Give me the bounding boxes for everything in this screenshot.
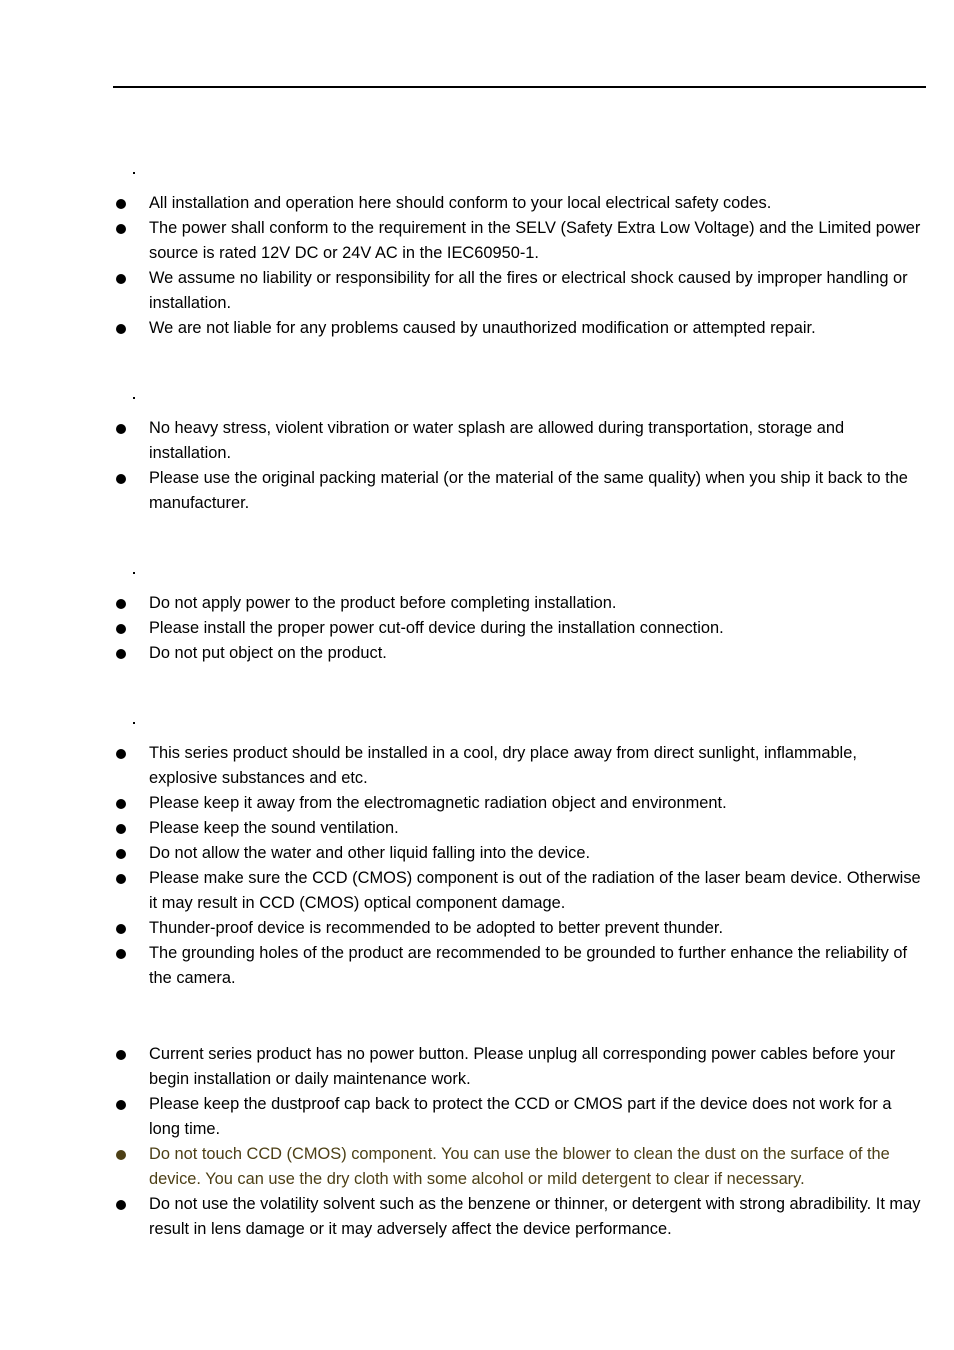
bullet-icon bbox=[116, 1150, 126, 1160]
bullet-icon bbox=[116, 1050, 126, 1060]
bullet-icon bbox=[116, 199, 126, 209]
section-4-list bbox=[0, 741, 954, 991]
bullet-icon bbox=[116, 649, 126, 659]
bullet-icon bbox=[116, 874, 126, 884]
bullet-icon bbox=[116, 324, 126, 334]
bullet-icon bbox=[116, 224, 126, 234]
list-item: Please keep the dustproof cap back to protect the CCD or CMOS part if the device does not work for a long time. bbox=[0, 1092, 954, 1142]
list-item: Do not allow the water and other liquid falling into the device. bbox=[0, 841, 954, 866]
bullet-icon bbox=[116, 799, 126, 809]
bullet-icon bbox=[116, 474, 126, 484]
section-marker bbox=[133, 385, 137, 405]
section-3-list bbox=[0, 591, 954, 666]
list-item: Please keep it away from the electromagnetic radiation object and environment. bbox=[0, 791, 954, 816]
list-item: Do not put object on the product. bbox=[0, 641, 954, 666]
list-item: All installation and operation here should conform to your local electrical safety codes. bbox=[0, 191, 954, 216]
section-marker bbox=[133, 160, 137, 180]
section-5-list bbox=[0, 1042, 954, 1242]
header-rule bbox=[113, 86, 926, 88]
list-item: Current series product has no power button. Please unplug all corresponding power cables before your begin installation or daily maintenance work. bbox=[0, 1042, 954, 1092]
list-item: Do not apply power to the product before completing installation. bbox=[0, 591, 954, 616]
bullet-icon bbox=[116, 849, 126, 859]
bullet-icon bbox=[116, 599, 126, 609]
list-item: Please install the proper power cut-off device during the installation connection. bbox=[0, 616, 954, 641]
bullet-icon bbox=[116, 924, 126, 934]
list-item: The power shall conform to the requirement in the SELV (Safety Extra Low Voltage) and the Limited power source is rated 12V DC or 24V AC in the IEC60950-1. bbox=[0, 216, 954, 266]
bullet-icon bbox=[116, 274, 126, 284]
bullet-icon bbox=[116, 424, 126, 434]
section-2-list bbox=[0, 416, 954, 516]
list-item: We are not liable for any problems caused by unauthorized modification or attempted repair. bbox=[0, 316, 954, 341]
bullet-icon bbox=[116, 749, 126, 759]
list-item: Please keep the sound ventilation. bbox=[0, 816, 954, 841]
section-marker bbox=[133, 710, 137, 730]
section-1-list bbox=[0, 191, 954, 341]
bullet-icon bbox=[116, 1100, 126, 1110]
list-item: We assume no liability or responsibility for all the fires or electrical shock caused by improper handling or installation. bbox=[0, 266, 954, 316]
list-item: Please use the original packing material (or the material of the same quality) when you ship it back to the manufacturer. bbox=[0, 466, 954, 516]
bullet-icon bbox=[116, 1200, 126, 1210]
list-item: This series product should be installed in a cool, dry place away from direct sunlight, inflammable, explosive substances and etc. bbox=[0, 741, 954, 791]
list-item-highlighted: Do not touch CCD (CMOS) component. You can use the blower to clean the dust on the surface of the device. You can use the dry cloth with some alcohol or mild detergent to clear if necessary. bbox=[0, 1142, 954, 1192]
bullet-icon bbox=[116, 824, 126, 834]
list-item: The grounding holes of the product are recommended to be grounded to further enhance the reliability of the camera. bbox=[0, 941, 954, 991]
list-item: No heavy stress, violent vibration or water splash are allowed during transportation, storage and installation. bbox=[0, 416, 954, 466]
bullet-icon bbox=[116, 624, 126, 634]
list-item: Thunder-proof device is recommended to be adopted to better prevent thunder. bbox=[0, 916, 954, 941]
section-marker bbox=[133, 560, 137, 580]
bullet-icon bbox=[116, 949, 126, 959]
list-item: Do not use the volatility solvent such as the benzene or thinner, or detergent with strong abradibility. It may result in lens damage or it may adversely affect the device performance. bbox=[0, 1192, 954, 1242]
list-item: Please make sure the CCD (CMOS) component is out of the radiation of the laser beam device. Otherwise it may result in CCD (CMOS) optical component damage. bbox=[0, 866, 954, 916]
